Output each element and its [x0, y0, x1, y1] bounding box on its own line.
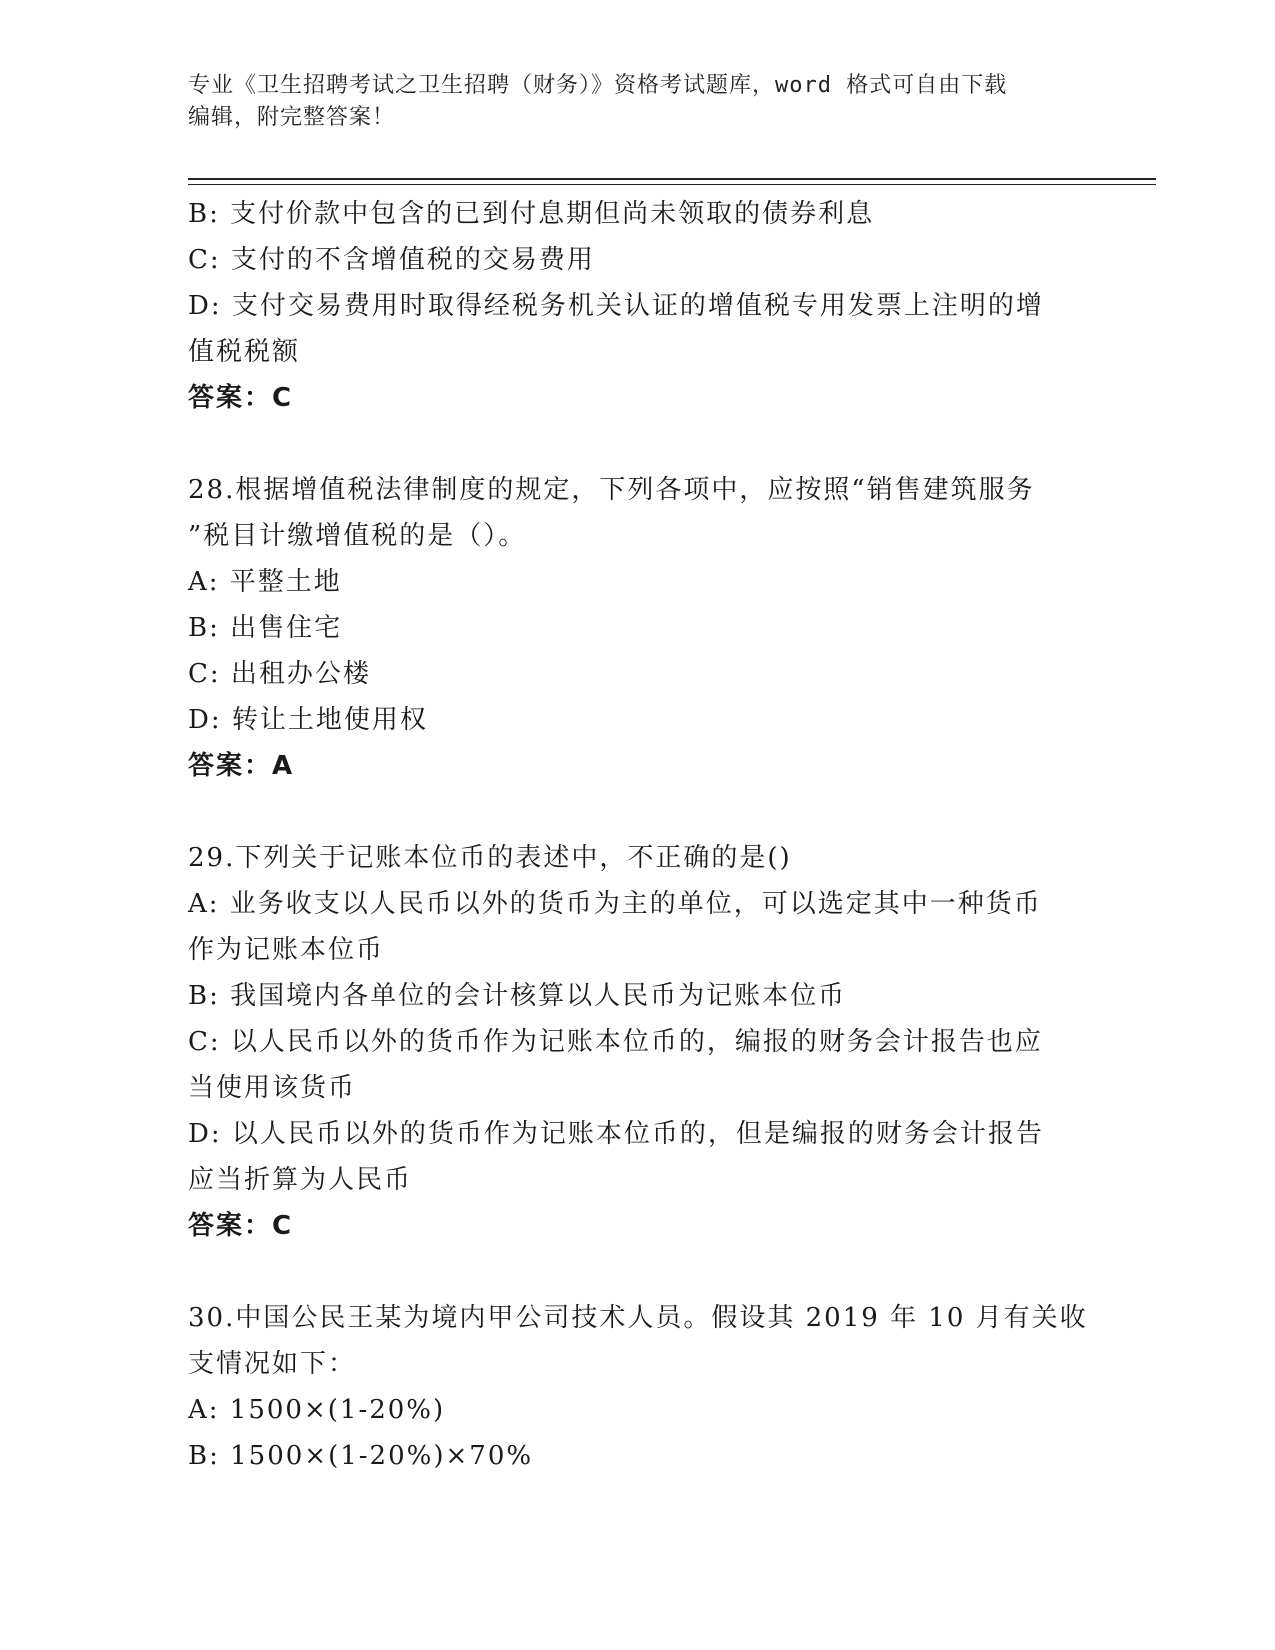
- question-stem-line-2: 支情况如下：: [188, 1349, 357, 1379]
- question-stem-line-2: ”税目计缴增值税的是（）。: [188, 521, 527, 551]
- option-d-line-2: 值税税额: [188, 337, 301, 367]
- header-line-1: 专业《卫生招聘考试之卫生招聘（财务）》资格考试题库，word 格式可自由下载: [188, 73, 1008, 98]
- answer: 答案：C: [188, 1211, 294, 1241]
- option-b: B: 我国境内各单位的会计核算以人民币为记账本位币: [188, 981, 847, 1011]
- header-divider-thin: [188, 184, 1156, 185]
- answer: 答案：A: [188, 751, 295, 781]
- spacer: [188, 1249, 1088, 1295]
- option-a: A: 平整土地: [188, 567, 342, 597]
- spacer: [188, 789, 1088, 835]
- answer: 答案：C: [188, 383, 294, 413]
- option-c-line-2: 当使用该货币: [188, 1073, 357, 1103]
- spacer: [188, 421, 1088, 467]
- option-b: B: 1500×(1-20%)×70%: [188, 1441, 534, 1471]
- question-30: [188, 1295, 1088, 1479]
- option-b: B: 支付价款中包含的已到付息期但尚未领取的债券利息: [188, 199, 875, 229]
- question-27: [188, 191, 1088, 421]
- option-c: C: 出租办公楼: [188, 659, 371, 689]
- option-b: B: 出售住宅: [188, 613, 343, 643]
- header-divider-thick: [188, 178, 1156, 180]
- option-d-line-1: D: 以人民币以外的货币作为记账本位币的，但是编报的财务会计报告: [188, 1119, 1044, 1149]
- question-stem-line-1: 28.根据增值税法律制度的规定，下列各项中，应按照“销售建筑服务: [188, 475, 1035, 505]
- header-line-2: 编辑，附完整答案！: [188, 105, 396, 130]
- option-a: A: 1500×(1-20%): [188, 1395, 446, 1425]
- option-c-line-1: C: 以人民币以外的货币作为记账本位币的，编报的财务会计报告也应: [188, 1027, 1043, 1057]
- question-29: [188, 835, 1088, 1249]
- question-list: [188, 191, 1088, 1479]
- question-28: [188, 467, 1088, 789]
- option-d: D: 转让土地使用权: [188, 705, 428, 735]
- option-d-line-1: D: 支付交易费用时取得经税务机关认证的增值税专用发票上注明的增: [188, 291, 1044, 321]
- option-d-line-2: 应当折算为人民币: [188, 1165, 413, 1195]
- option-a-line-1: A: 业务收支以人民币以外的货币为主的单位，可以选定其中一种货币: [188, 889, 1042, 919]
- document-header: [188, 70, 1088, 134]
- question-stem: 29.下列关于记账本位币的表述中，不正确的是(): [188, 843, 792, 873]
- option-a-line-2: 作为记账本位币: [188, 935, 385, 965]
- question-stem-line-1: 30.中国公民王某为境内甲公司技术人员。假设其 2019 年 10 月有关收: [188, 1303, 1088, 1333]
- option-c: C: 支付的不含增值税的交易费用: [188, 245, 595, 275]
